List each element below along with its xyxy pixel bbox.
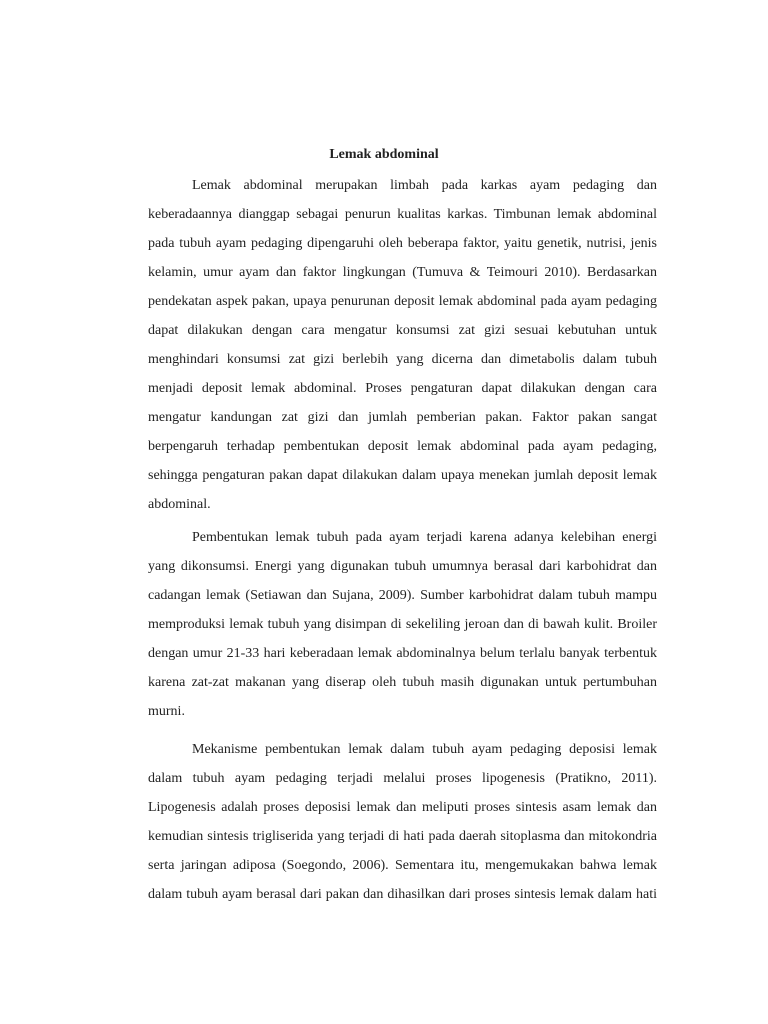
- text-line: dalam tubuh ayam pedaging terjadi melalui proses lipogenesis (Pratikno, 2011).: [148, 771, 657, 786]
- text-line: murni.: [148, 704, 185, 719]
- text-line: Lipogenesis adalah proses deposisi lemak dan meliputi proses sintesis asam lemak dan: [148, 800, 657, 815]
- text-line: berpengaruh terhadap pembentukan deposit lemak abdominal pada ayam pedaging,: [148, 439, 657, 454]
- text-line: mengatur kandungan zat gizi dan jumlah pemberian pakan. Faktor pakan sangat: [148, 410, 657, 425]
- text-line: Pembentukan lemak tubuh pada ayam terjadi karena adanya kelebihan energi: [192, 530, 657, 545]
- text-line: serta jaringan adiposa (Soegondo, 2006). Sementara itu, mengemukakan bahwa lemak: [148, 858, 657, 873]
- text-line: Lemak abdominal merupakan limbah pada karkas ayam pedaging dan: [192, 178, 657, 193]
- text-line: Mekanisme pembentukan lemak dalam tubuh ayam pedaging deposisi lemak: [192, 742, 657, 757]
- text-line: sehingga pengaturan pakan dapat dilakukan dalam upaya menekan jumlah deposit lemak: [148, 468, 657, 483]
- text-line: cadangan lemak (Setiawan dan Sujana, 2009). Sumber karbohidrat dalam tubuh mampu: [148, 588, 657, 603]
- text-line: menjadi deposit lemak abdominal. Proses pengaturan dapat dilakukan dengan cara: [148, 381, 657, 396]
- text-line: karena zat-zat makanan yang diserap oleh tubuh masih digunakan untuk pertumbuhan: [148, 675, 657, 690]
- text-line: keberadaannya dianggap sebagai penurun kualitas karkas. Timbunan lemak abdominal: [148, 207, 657, 222]
- text-line: menghindari konsumsi zat gizi berlebih yang dicerna dan dimetabolis dalam tubuh: [148, 352, 657, 367]
- text-line: pendekatan aspek pakan, upaya penurunan deposit lemak abdominal pada ayam pedaging: [148, 294, 657, 309]
- text-line: kelamin, umur ayam dan faktor lingkungan (Tumuva & Teimouri 2010). Berdasarkan: [148, 265, 657, 280]
- text-line: abdominal.: [148, 497, 211, 512]
- text-line: dengan umur 21-33 hari keberadaan lemak abdominalnya belum terlalu banyak terbentuk: [148, 646, 657, 661]
- text-line: memproduksi lemak tubuh yang disimpan di sekeliling jeroan dan di bawah kulit. Broiler: [148, 617, 657, 632]
- text-line: kemudian sintesis trigliserida yang terjadi di hati pada daerah sitoplasma dan mitokondria: [148, 829, 657, 844]
- text-line: dapat dilakukan dengan cara mengatur konsumsi zat gizi sesuai kebutuhan untuk: [148, 323, 657, 338]
- section-heading: Lemak abdominal: [329, 147, 439, 162]
- text-line: pada tubuh ayam pedaging dipengaruhi oleh beberapa faktor, yaitu genetik, nutrisi, jenis: [148, 236, 657, 251]
- text-line: yang dikonsumsi. Energi yang digunakan tubuh umumnya berasal dari karbohidrat dan: [148, 559, 657, 574]
- text-line: dalam tubuh ayam berasal dari pakan dan dihasilkan dari proses sintesis lemak dalam hati: [148, 887, 657, 902]
